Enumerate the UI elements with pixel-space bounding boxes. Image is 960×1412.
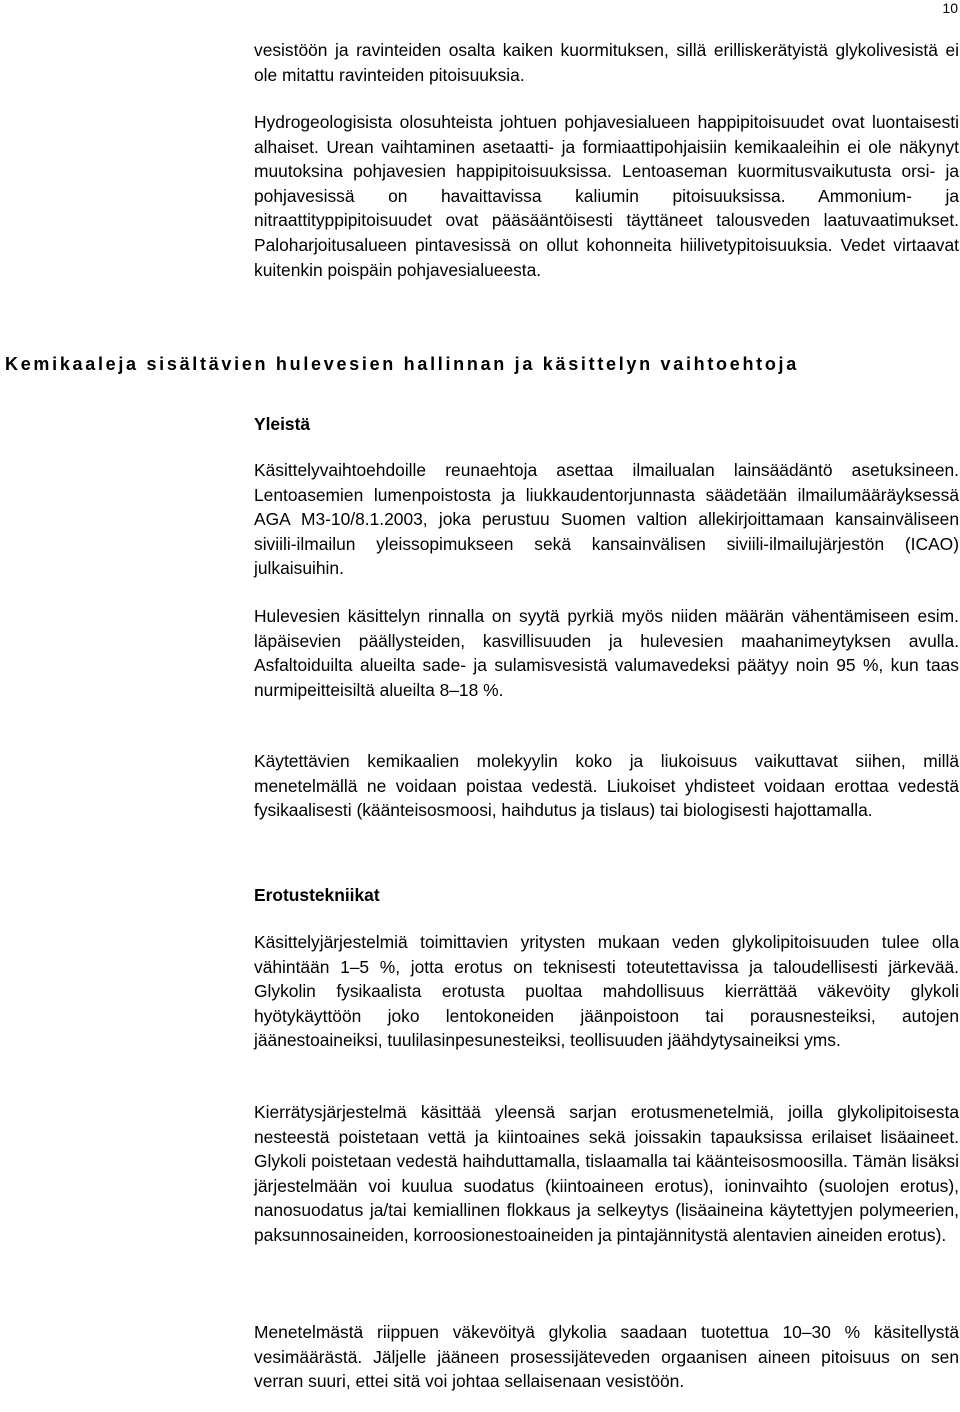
paragraph-glycol-concentration: Käsittelyjärjestelmiä toimittavien yritysten mukaan veden glykolipitoisuuden tulee olla vähintään 1–5 %, jotta erotus on teknisesti toteutettavissa ja taloudellisesti järkevää. Glykolin fysikaalista erotusta puoltaa mahdollisuus kierrättää väkevöity glykoli hyötykäyttöön joko lentokoneiden jäänpoistoon tai porausnesteiksi, autojen jäänestoaineiksi, tuulilasinpesunesteiksi, teollisuuden jäähdytysaineiksi yms. [254,932,959,1051]
section-heading: Kemikaaleja sisältävien hulevesien hallinnan ja käsittelyn vaihtoehtoja [5,354,799,374]
page-number: 10 [942,0,958,16]
subheading-general: Yleistä [254,414,311,434]
paragraph-chemical-removal: Käytettävien kemikaalien molekyylin koko ja liukoisuus vaikuttavat siihen, millä menetelmällä ne voidaan poistaa vedestä. Liukoiset yhdisteet voidaan erottaa vedestä fysikaalisesti (käänteisosmoosi, haihdutus ja tislaus) tai biologisesti hajottamalla. [254,751,959,821]
paragraph-legislation: Käsittelyvaihtoehdoille reunaehtoja asettaa ilmailualan lainsäädäntö asetuksineen. Lentoasemien lumenpoistosta ja liukkaudentorjunnasta säädetään ilmailumääräyksessä AGA M3-10/8.1.2003, joka perustuu Suomen valtion allekirjoittamaan kansainväliseen siviili-ilmailun yleissopimukseen sekä kansainvälisen siviili-ilmailujärjestön (ICAO) julkaisuihin. [254,460,959,579]
paragraph-intro-continuation: vesistöön ja ravinteiden osalta kaiken kuormituksen, sillä erilliskerätyistä glykolivesistä ei ole mitattu ravinteiden pitoisuuksia. [254,40,959,85]
subheading-separation-techniques: Erotustekniikat [254,885,380,905]
paragraph-stormwater-reduction: Hulevesien käsittelyn rinnalla on syytä pyrkiä myös niiden määrän vähentämiseen esim. läpäisevien päällysteiden, kasvillisuuden ja hulevesien maahanimeytyksen avulla. Asfaltoiduilta alueilta sade- ja sulamisvesistä valumavedeksi päätyy noin 95 %, kun taas nurmipeitteisiltä alueilta 8–18 %. [254,606,959,700]
paragraph-hydrogeology: Hydrogeologisista olosuhteista johtuen pohjavesialueen happipitoisuudet ovat luontaisesti alhaiset. Urean vaihtaminen asetaatti- ja formiaattipohjaisiin kemikaaleihin ei ole näkynyt muutoksina pohjavesien happipitoisuuksissa. Lentoaseman kuormitusvaikutusta orsi- ja pohjavesissä on havaittavissa kaliumin pitoisuuksissa. Ammonium- ja nitraattityppipitoisuudet ovat pääsääntöisesti täyttäneet talousveden laatuvaatimukset. Paloharjoitusalueen pintavesissä on ollut kohonneita hiilivetypitoisuuksia. Vedet virtaavat kuitenkin poispäin pohjavesialueesta. [254,112,959,280]
paragraph-recycling-system: Kierrätysjärjestelmä käsittää yleensä sarjan erotusmenetelmiä, joilla glykolipitoisesta nesteestä poistetaan vettä ja kiintoaines sekä joissakin tapauksissa erilaiset lisäaineet. Glykoli poistetaan vedestä haihduttamalla, tislaamalla tai käänteisosmoosilla. Tämän lisäksi järjestelmään voi kuulua suodatus (kiintoaineen erotus), ioninvaihto (suolojen erotus), nanosuodatus ja/tai kemiallinen flokkaus ja selkeytys (lisäaineina käytettyjen polymeerien, paksunnosaineiden, korroosionestoaineiden ja pintajännitystä alentavien aineiden erotus). [254,1102,959,1245]
paragraph-method-yield: Menetelmästä riippuen väkevöityä glykolia saadaan tuotettua 10–30 % käsitellystä vesimäärästä. Jäljelle jääneen prosessijäteveden orgaanisen aineen pitoisuus on sen verran suuri, ettei sitä voi johtaa sellaisenaan vesistöön. [254,1322,959,1392]
